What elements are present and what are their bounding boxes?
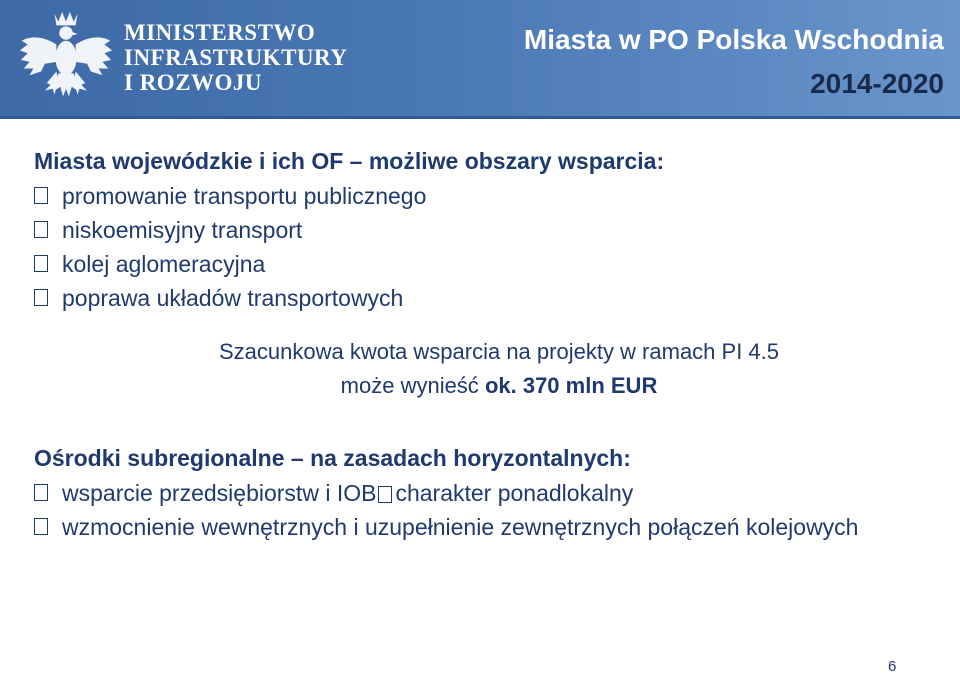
- list-item-label: poprawa układów transportowych: [62, 285, 404, 311]
- subregional-list: [34, 476, 944, 544]
- slide-content: [34, 146, 944, 544]
- list-item: [34, 476, 944, 510]
- list-item-label: charakter ponadlokalny: [395, 480, 634, 506]
- slide-header: [0, 0, 960, 118]
- bullet-box-icon: [34, 518, 48, 535]
- slide-title: Miasta w PO Polska Wschodnia: [523, 24, 944, 55]
- list-item: [34, 247, 944, 281]
- inline-box-icon: [378, 486, 392, 503]
- section-heading-subregional: Ośrodki subregionalne – na zasadach horyzontalnych:: [34, 445, 631, 471]
- ministry-line-3: I ROZWOJU: [124, 70, 263, 95]
- estimate-line-2: [54, 369, 944, 403]
- estimate-prefix: może wynieść: [340, 373, 479, 398]
- section-heading-cities: Miasta wojewódzkie i ich OF – możliwe obszary wsparcia:: [34, 148, 665, 174]
- list-item-label: wzmocnienie wewnętrznych i uzupełnienie zewnętrznych połączeń kolejowych: [62, 514, 859, 540]
- list-item-label: wsparcie przedsiębiorstw i IOB: [62, 480, 377, 506]
- ministry-line-2: INFRASTRUKTURY: [124, 45, 348, 70]
- list-item-label: niskoemisyjny transport: [62, 217, 303, 243]
- support-areas-list: [34, 179, 944, 315]
- bullet-box-icon: [34, 221, 48, 238]
- ministry-name: [124, 20, 347, 95]
- bullet-box-icon: [34, 187, 48, 204]
- bullet-box-icon: [34, 484, 48, 501]
- list-item: [34, 281, 944, 315]
- estimate-line-1: Szacunkowa kwota wsparcia na projekty w ramach PI 4.5: [218, 339, 780, 364]
- list-item: [34, 510, 960, 544]
- ministry-line-1: MINISTERSTWO: [124, 20, 316, 45]
- list-item-label: kolej aglomeracyjna: [62, 251, 266, 277]
- page-number: 6: [888, 658, 897, 675]
- bullet-box-icon: [34, 255, 48, 272]
- eagle-emblem-icon: [18, 8, 114, 108]
- funding-estimate: [54, 335, 944, 403]
- estimate-amount: ok. 370 mln EUR: [484, 373, 658, 398]
- list-item: [34, 179, 944, 213]
- header-divider: [0, 116, 960, 119]
- list-item-label: promowanie transportu publicznego: [62, 183, 427, 209]
- bullet-box-icon: [34, 289, 48, 306]
- section-subregional: [34, 443, 944, 544]
- list-item: [34, 213, 944, 247]
- slide-period: 2014-2020: [810, 68, 944, 99]
